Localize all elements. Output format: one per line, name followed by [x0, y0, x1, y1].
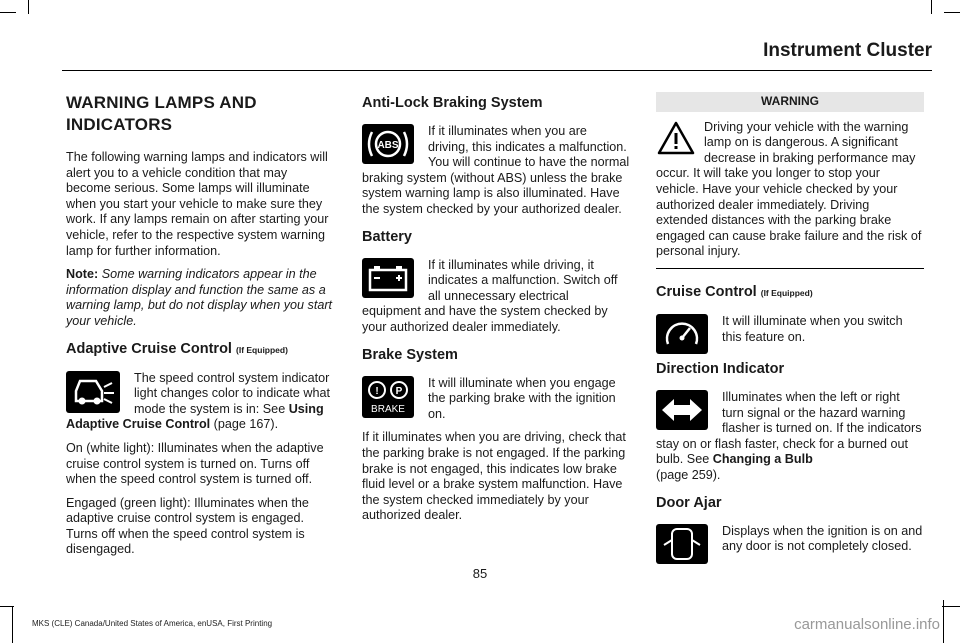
battery-text: If it illuminates while driving, it indicates a malfunction. Switch off all unnecessary electrical equipment and have the system checked by your authorized dealer immediately. [362, 257, 618, 334]
section-heading: WARNING LAMPS AND INDICATORS [66, 93, 257, 134]
crop-mark [12, 606, 13, 643]
warning-text: Driving your vehicle with the warning lamp on is dangerous. A significant decrease in braking performance may occur. It will take you longer to stop your vehicle. Have your vehicle checked by your authorized dealer immediately. Driving extended distances with the parking brake engaged can cause brake failure and the risk of personal injury. [656, 119, 922, 259]
cruise-text: It will illuminate when you switch this feature on. [722, 313, 903, 344]
battery-heading: Battery [362, 228, 412, 245]
note-label: Note: [66, 267, 99, 282]
direction-page-ref: (page 259). [656, 467, 721, 482]
page-number: 85 [472, 566, 488, 581]
page-header-title: Instrument Cluster [763, 40, 932, 61]
svg-text:!: ! [375, 385, 379, 397]
crop-mark [942, 606, 960, 607]
door-text: Displays when the ignition is on and any door is not completely closed. [722, 523, 923, 554]
warning-box [656, 120, 924, 269]
direction-arrows-icon [656, 390, 708, 430]
svg-text:P: P [395, 385, 403, 397]
direction-heading: Direction Indicator [656, 360, 785, 377]
column-2 [362, 92, 630, 532]
acc-title: Adaptive Cruise Control [66, 340, 232, 357]
abs-text: If it illuminates when you are driving, this indicates a malfunction. You will continue to have the normal braking system (without ABS) unless the brake system warning lamp is also illuminated. Have the system checked by your authorized dealer. [362, 124, 630, 216]
changing-bulb-link[interactable]: Changing a Bulb [712, 452, 813, 467]
warning-triangle-icon [656, 120, 696, 156]
brake-icon [362, 376, 414, 418]
adaptive-cruise-icon [66, 371, 120, 413]
note-text: Some warning indicators appear in the information display and function the same as a warning lamp, but do not display when you start your vehicle. [66, 267, 333, 328]
acc-engaged-text: Engaged (green light): Illuminates when the adaptive cruise control system is engaged. Turns off when the speed control system is disengaged. [66, 495, 309, 557]
acc-equipped: (If Equipped) [236, 344, 288, 355]
acc-heading [66, 340, 334, 359]
note-paragraph [66, 267, 334, 329]
abs-icon-text: ABS [377, 140, 399, 151]
warning-header: WARNING [656, 92, 924, 112]
cruise-heading [656, 283, 924, 302]
acc-text-body: The speed control system indicator light changes color to indicate what mode the system is in: See [134, 370, 331, 416]
intro-paragraph: The following warning lamps and indicators will alert you to a vehicle condition that may become serious. Some lamps will illuminate when you start your vehicle to make sure they work. If any lamps remain on after starting your vehicle, refer to the respective system warning lamp for further information. [66, 150, 329, 258]
abs-heading: Anti-Lock Braking System [362, 95, 543, 111]
cruise-title: Cruise Control [656, 283, 757, 300]
abs-icon [362, 124, 414, 164]
acc-reference-link[interactable]: Using Adaptive Cruise Control [66, 401, 324, 432]
cruise-control-icon [656, 314, 708, 354]
acc-page-ref: (page 167). [210, 417, 279, 432]
crop-mark [944, 12, 960, 13]
column-1 [66, 92, 334, 566]
brake-text-2: If it illuminates when you are driving, check that the parking brake is not engaged. If the parking brake is not engaged, this indicates low brake fluid level or a brake system malfunction. Have the system checked immediately by your authorized dealer. [362, 430, 626, 523]
crop-mark [0, 606, 14, 607]
edition-footer: MKS (CLE) Canada/United States of America, enUSA, First Printing [32, 619, 273, 628]
door-ajar-icon [656, 524, 708, 564]
battery-icon [362, 258, 414, 298]
brake-text: It will illuminate when you engage the parking brake with the ignition on. [428, 375, 616, 421]
crop-mark [0, 12, 16, 13]
header-rule [62, 70, 932, 71]
direction-text-body: Illuminates when the left or right turn signal or the hazard warning flasher is turned on. If the indicators stay on or flash faster, check for a burned out bulb. See [656, 389, 922, 467]
cruise-equipped: (If Equipped) [760, 287, 813, 298]
brake-heading: Brake System [362, 346, 458, 363]
watermark: carmanualsonline.info [794, 616, 940, 633]
brake-icon-text: BRAKE [371, 403, 405, 415]
crop-mark [931, 0, 932, 14]
crop-mark [28, 0, 29, 14]
acc-on-text: On (white light): Illuminates when the adaptive cruise control system is turned on. Turns off when the speed control system is turned off. [66, 440, 324, 487]
column-3 [656, 92, 924, 568]
door-heading: Door Ajar [656, 494, 722, 511]
